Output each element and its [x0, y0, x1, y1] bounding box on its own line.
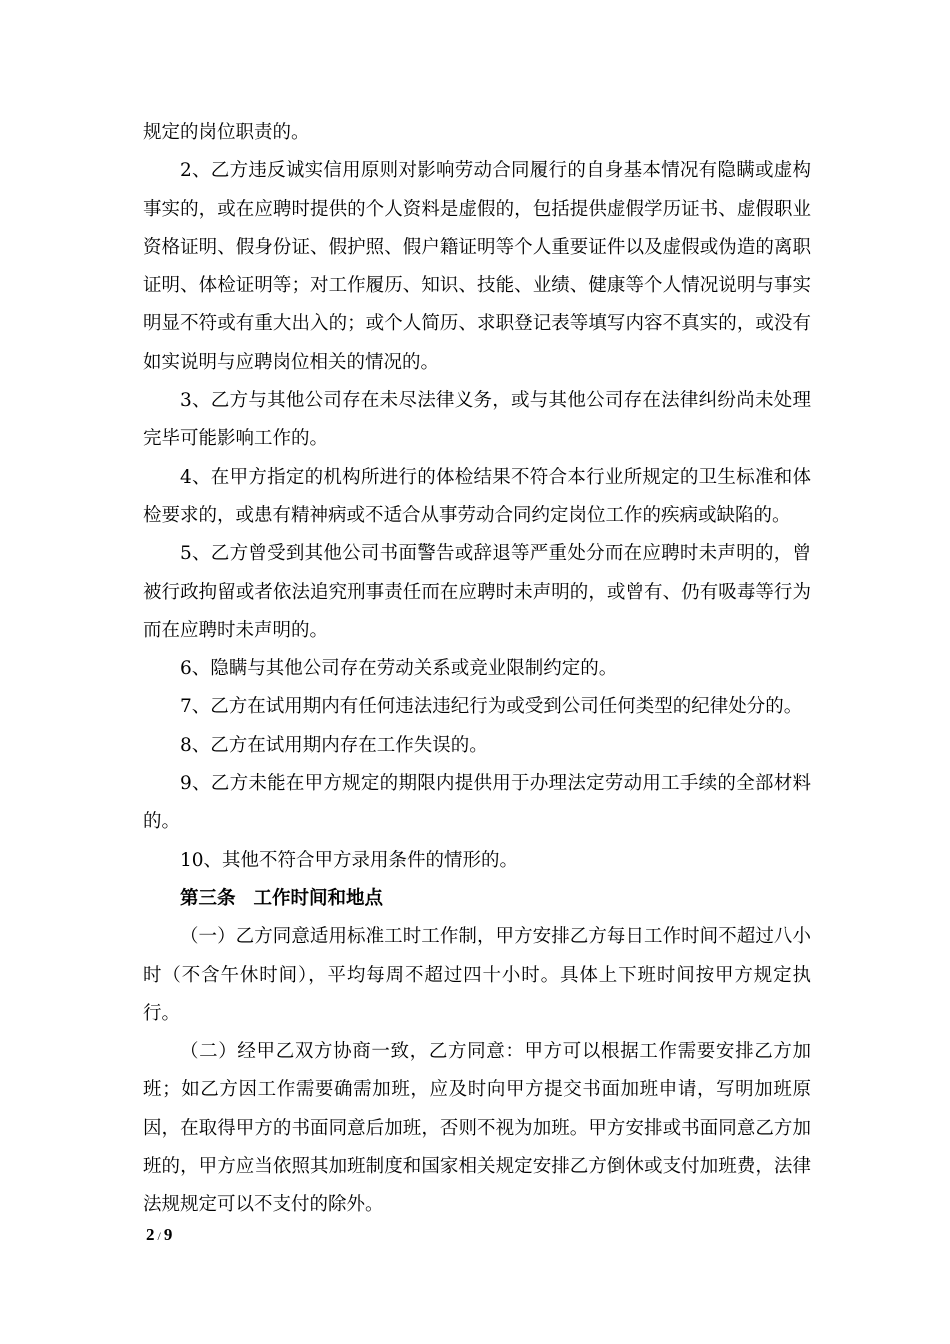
- work-hours-clause: （一）乙方同意适用标准工时工作制，甲方安排乙方每日工作时间不超过八小时（不含午休时间），平均每周不超过四十小时。具体上下班时间按甲方规定执行。: [143, 926, 811, 1024]
- clause-9: 9、乙方未能在甲方规定的期限内提供用于办理法定劳动用工手续的全部材料的。: [143, 773, 811, 833]
- clause-3: 3、乙方与其他公司存在未尽法律义务，或与其他公司存在法律纠纷尚未处理完毕可能影响工作的。: [143, 390, 811, 450]
- clause-8: 8、乙方在试用期内存在工作失误的。: [180, 734, 488, 756]
- overtime-clause: （二）经甲乙双方协商一致，乙方同意：甲方可以根据工作需要安排乙方加班；如乙方因工作需要确需加班，应及时向甲方提交书面加班申请，写明加班原因，在取得甲方的书面同意后加班，否则不视为加班。甲方安排或书面同意乙方加班的，甲方应当依照其加班制度和国家相关规定安排乙方倒休或支付加班费，法律法规规定可以不支付的除外。: [143, 1041, 811, 1216]
- document-body: [143, 114, 811, 1225]
- section-title: 工作时间和地点: [253, 887, 384, 909]
- clause-6: 6、隐瞒与其他公司存在劳动关系或竞业限制约定的。: [180, 658, 618, 680]
- section-number: 第三条: [180, 887, 236, 909]
- page-number: [146, 1225, 172, 1246]
- clause-10: 10、其他不符合甲方录用条件的情形的。: [180, 849, 519, 871]
- section-heading: [143, 880, 811, 918]
- page-current: 2: [146, 1225, 155, 1244]
- clause-7: 7、乙方在试用期内有任何违法违纪行为或受到公司任何类型的纪律处分的。: [180, 696, 803, 718]
- clause-5: 5、乙方曾受到其他公司书面警告或辞退等严重处分而在应聘时未声明的，曾被行政拘留或者依法追究刑事责任而在应聘时未声明的，或曾有、仍有吸毒等行为而在应聘时未声明的。: [143, 543, 811, 641]
- paragraph-continuation: 规定的岗位职责的。: [143, 122, 310, 143]
- clause-4: 4、在甲方指定的机构所进行的体检结果不符合本行业所规定的卫生标准和体检要求的，或患有精神病或不适合从事劳动合同约定岗位工作的疾病或缺陷的。: [143, 466, 811, 526]
- page-separator: /: [157, 1229, 161, 1243]
- clause-2: 2、乙方违反诚实信用原则对影响劳动合同履行的自身基本情况有隐瞒或虚构事实的，或在应聘时提供的个人资料是虚假的，包括提供虚假学历证书、虚假职业资格证明、假身份证、假护照、假户籍证明等个人重要证件以及虚假或伪造的离职证明、体检证明等；对工作履历、知识、技能、业绩、健康等个人情况说明与事实明显不符或有重大出入的；或个人简历、求职登记表等填写内容不真实的，或没有如实说明与应聘岗位相关的情况的。: [143, 160, 811, 373]
- page-total: 9: [163, 1225, 173, 1244]
